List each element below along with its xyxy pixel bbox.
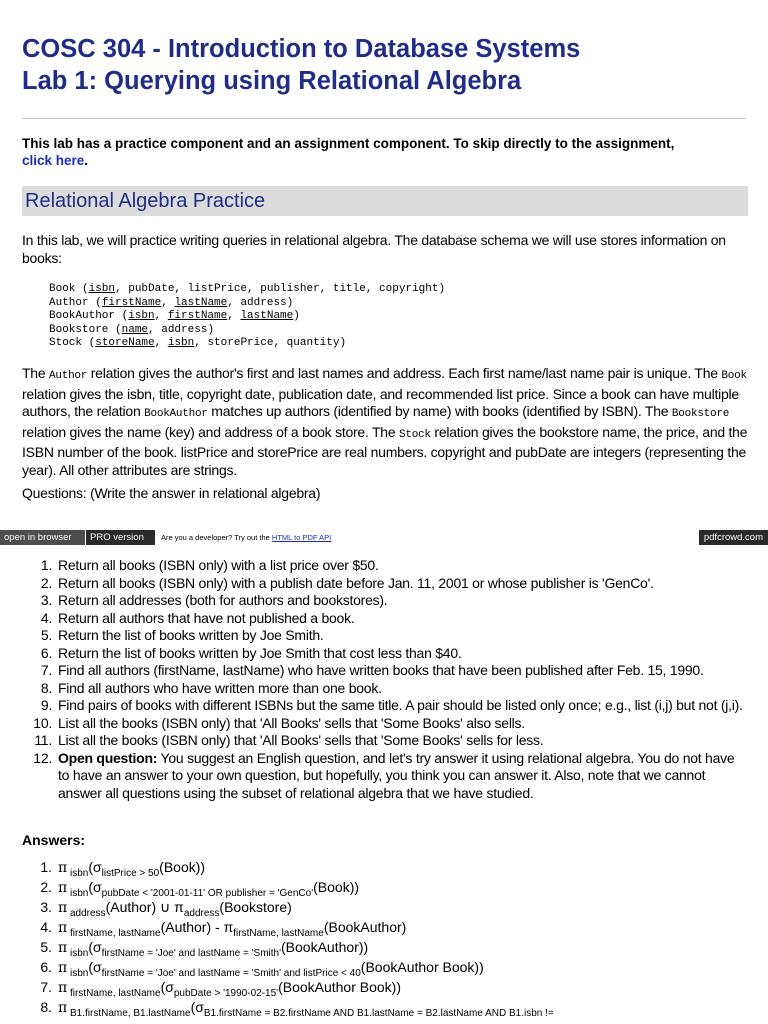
- question-item: [22, 680, 748, 698]
- expression-subscript: firstName, lastName: [67, 988, 161, 999]
- questions-label: Questions: (Write the answer in relational algebra): [22, 485, 321, 501]
- developer-promo-text: Are you a developer? Try out the: [161, 533, 270, 542]
- answer-item: [22, 979, 748, 999]
- expression-subscript: B1.firstName = B2.firstName AND B1.lastName = B2.lastName AND B1.isbn !=: [203, 1008, 554, 1019]
- schema-description-paragraph: [22, 365, 748, 479]
- title-line-1: COSC 304 - Introduction to Database Systems: [22, 35, 581, 63]
- answer-number: 6.: [40, 959, 52, 975]
- title-line-2: Lab 1: Querying using Relational Algebra: [22, 67, 522, 95]
- intro-paragraph: [22, 135, 746, 169]
- question-item: [22, 627, 748, 645]
- answer-item: [22, 899, 748, 919]
- expression-subscript: isbn: [67, 888, 89, 899]
- answer-item: [22, 879, 748, 899]
- answers-heading: Answers:: [22, 832, 86, 848]
- pdfcrowd-toolbar: [0, 530, 768, 545]
- expression-subscript: firstName = 'Joe' and lastName = 'Smith' and listPrice < 40: [101, 968, 361, 979]
- section-title: Relational Algebra Practice: [25, 190, 266, 212]
- expression-text: (Book)): [313, 879, 360, 895]
- expression-text: (Bookstore): [219, 899, 292, 915]
- key-attribute: isbn: [88, 283, 116, 295]
- question-text: Return all books (ISBN only) with a publish date before Jan. 11, 2001 or whose publisher is 'GenCo'.: [58, 574, 654, 591]
- expression-subscript: pubDate > '1990-02-15': [173, 988, 279, 999]
- projection-symbol: π: [58, 960, 68, 976]
- expression-subscript: address: [183, 908, 220, 919]
- projection-symbol: π: [58, 920, 68, 936]
- answer-number: 1.: [40, 859, 52, 875]
- question-item: [22, 592, 748, 610]
- attribute-text: , address: [227, 296, 287, 309]
- question-number: 3.: [40, 592, 52, 608]
- answer-number: 2.: [40, 879, 52, 895]
- relation-name: Bookstore (: [49, 323, 122, 336]
- answer-item: [22, 999, 748, 1019]
- answer-number: 8.: [40, 999, 52, 1015]
- relation-name: BookAuthor (: [49, 310, 129, 323]
- question-item: [22, 715, 748, 733]
- expression-text: (σ: [88, 879, 102, 895]
- projection-symbol: π: [58, 860, 68, 876]
- expression-text: (Author) - π: [160, 919, 234, 935]
- code-bookstore: Bookstore: [671, 408, 730, 420]
- question-text: List all the books (ISBN only) that 'All Books' sells that 'Some Books' sells for less.: [58, 732, 544, 748]
- attribute-text: ,: [154, 310, 168, 323]
- question-number: 4.: [40, 609, 52, 626]
- developer-promo: [161, 530, 331, 545]
- question-number: 6.: [40, 644, 52, 661]
- expression-subscript: address: [67, 908, 106, 919]
- question-item: [22, 732, 748, 750]
- answer-expression: [58, 899, 292, 919]
- expression-subscript: firstName, lastName: [233, 928, 324, 939]
- answer-number: 7.: [40, 979, 52, 995]
- answer-item: [22, 859, 748, 879]
- question-item: [22, 610, 748, 628]
- question-text: Find all authors who have written more than one book.: [58, 679, 382, 696]
- expression-subscript: isbn: [67, 968, 89, 979]
- question-bold-label: Open question:: [58, 749, 158, 766]
- question-number: 8.: [40, 679, 52, 696]
- expression-text: (σ: [88, 939, 102, 955]
- attribute-text: ,: [161, 296, 175, 309]
- question-text: List all the books (ISBN only) that 'All Books' sells that 'Some Books' also sells.: [58, 714, 525, 731]
- relation-name: Stock (: [49, 337, 96, 350]
- section-header: [22, 186, 748, 216]
- question-text: You suggest an English question, and let's try answer it using relational algebra. You do not have to have an answer to your own question, but hopefully, you think you can answer it. Also, note that we cannot answer all questions using the subset of relational algebra that we have studied.: [58, 749, 735, 801]
- expression-text: (Author) ∪ π: [105, 899, 184, 915]
- pro-version-button[interactable]: PRO version: [86, 530, 155, 545]
- expression-subscript: firstName = 'Joe' and lastName = 'Smith': [101, 948, 282, 959]
- question-text: Return all books (ISBN only) with a list price over $50.: [58, 557, 379, 573]
- question-item: [22, 575, 748, 593]
- expression-text: (BookAuthor)): [281, 939, 369, 955]
- relation-name: Book (: [49, 283, 89, 295]
- intro-text: This lab has a practice component and an assignment component. To skip directly to the assignment,: [22, 136, 675, 151]
- question-number: 2.: [40, 574, 52, 591]
- schema-line: [49, 297, 445, 311]
- expression-text: (Book)): [159, 859, 206, 875]
- answer-expression: [58, 999, 554, 1019]
- expression-text: (BookAuthor Book)): [278, 979, 402, 995]
- key-attribute: isbn: [167, 337, 195, 350]
- projection-symbol: π: [58, 980, 68, 996]
- question-item: [22, 750, 748, 803]
- answer-expression: [58, 939, 369, 959]
- attribute-text: ,: [227, 310, 241, 323]
- code-bookauthor: BookAuthor: [144, 408, 208, 420]
- intro-tail: .: [84, 153, 89, 168]
- answer-expression: [58, 879, 360, 899]
- relation-close: ): [293, 310, 300, 323]
- expression-text: (BookAuthor): [323, 919, 407, 935]
- pdfcrowd-brand-link[interactable]: pdfcrowd.com: [699, 530, 768, 545]
- question-number: 5.: [40, 627, 52, 643]
- question-number: 9.: [40, 697, 52, 713]
- expression-text: (σ: [160, 979, 174, 995]
- expression-text: (σ: [190, 999, 204, 1015]
- question-number: 10.: [33, 714, 52, 731]
- attribute-text: ,: [154, 337, 168, 350]
- expression-subscript: B1.firstName, B1.lastName: [67, 1008, 191, 1019]
- desc-text: The: [22, 365, 50, 381]
- desc-text: relation gives the author's first and last names and address. Each first name/last name pair is unique. The: [87, 365, 722, 381]
- horizontal-rule: [22, 118, 746, 119]
- open-in-browser-button[interactable]: open in browser: [0, 530, 85, 545]
- expression-subscript: isbn: [67, 948, 89, 959]
- answer-expression: [58, 919, 407, 939]
- question-number: 7.: [40, 662, 52, 678]
- desc-text: relation gives the isbn, title, copyright date, publication date, and recommended list price. Since a book can have multiple authors, the relation: [22, 385, 739, 419]
- desc-text: relation gives the name (key) and address of a book store. The: [22, 423, 399, 440]
- schema-block: [49, 283, 445, 351]
- schema-line: [49, 337, 445, 351]
- question-text: Return the list of books written by Joe Smith that cost less than $40.: [58, 644, 462, 661]
- key-attribute: name: [121, 323, 149, 336]
- expression-text: (σ: [88, 859, 102, 875]
- html-to-pdf-api-link[interactable]: HTML to PDF API: [271, 533, 332, 542]
- expression-text: (BookAuthor Book)): [360, 959, 484, 975]
- question-text: Return the list of books written by Joe Smith.: [58, 627, 324, 643]
- key-attribute: firstName: [167, 310, 228, 323]
- key-attribute: lastName: [240, 310, 294, 323]
- skip-to-assignment-link[interactable]: click here: [22, 153, 85, 168]
- code-author: Author: [49, 370, 88, 382]
- question-number: 1.: [40, 557, 52, 573]
- answer-item: [22, 919, 748, 939]
- expression-subscript: firstName, lastName: [67, 928, 161, 939]
- relation-close: ): [438, 283, 446, 295]
- key-attribute: isbn: [128, 310, 155, 323]
- question-text: Find pairs of books with different ISBNs but the same title. A pair should be listed only once; e.g., list (i,j) but not (j,i).: [58, 697, 743, 713]
- question-number: 12.: [33, 749, 52, 766]
- expression-subscript: pubDate < '2001-01-11' OR publisher = 'GenCo': [101, 888, 314, 899]
- page-title: [22, 33, 580, 97]
- code-stock: Stock: [399, 428, 431, 441]
- answer-number: 4.: [40, 919, 52, 935]
- question-item: [22, 645, 748, 663]
- answer-item: [22, 939, 748, 959]
- projection-symbol: π: [58, 1000, 68, 1016]
- relation-close: ): [339, 337, 347, 350]
- projection-symbol: π: [58, 940, 68, 956]
- projection-symbol: π: [58, 900, 68, 916]
- question-number: 11.: [34, 732, 52, 748]
- question-item: [22, 662, 748, 680]
- key-attribute: storeName: [95, 337, 155, 350]
- relation-name: Author (: [49, 296, 102, 309]
- answer-expression: [58, 859, 206, 879]
- key-attribute: firstName: [101, 296, 162, 309]
- question-text: Return all authors that have not published a book.: [58, 609, 355, 626]
- attribute-text: , storePrice, quantity: [194, 337, 340, 350]
- desc-text: relation gives the bookstore name, the price, and the ISBN number of the book. listPrice and storePrice are real numbers. copyright and pubDate are integers (representing the year). All other attributes are strings.: [22, 423, 748, 478]
- projection-symbol: π: [58, 880, 68, 896]
- expression-subscript: isbn: [67, 868, 89, 879]
- answer-expression: [58, 979, 402, 999]
- code-book: Book: [721, 370, 747, 382]
- answer-number: 5.: [40, 939, 52, 955]
- question-item: [22, 557, 748, 575]
- desc-text: matches up authors (identified by name) with books (identified by ISBN). The: [207, 403, 672, 419]
- questions-list: [22, 557, 748, 802]
- intro-body-paragraph: In this lab, we will practice writing queries in relational algebra. The database schema we will use stores information on books:: [22, 232, 726, 266]
- question-text: Find all authors (firstName, lastName) who have written books that have been published after Feb. 15, 1990.: [58, 662, 704, 678]
- schema-line: [49, 324, 445, 338]
- expression-text: (σ: [88, 959, 102, 975]
- expression-subscript: listPrice > 50: [101, 868, 160, 879]
- answer-item: [22, 959, 748, 979]
- key-attribute: lastName: [174, 296, 228, 309]
- question-item: [22, 697, 748, 715]
- answer-expression: [58, 959, 484, 979]
- schema-line: [49, 283, 445, 297]
- relation-close: ): [207, 323, 215, 336]
- question-text: Return all addresses (both for authors and bookstores).: [58, 592, 388, 608]
- attribute-text: , address: [148, 323, 208, 336]
- schema-line: [49, 310, 445, 324]
- relation-close: ): [286, 296, 294, 309]
- attribute-text: , pubDate, listPrice, publisher, title, copyright: [115, 283, 439, 295]
- answer-number: 3.: [40, 899, 52, 915]
